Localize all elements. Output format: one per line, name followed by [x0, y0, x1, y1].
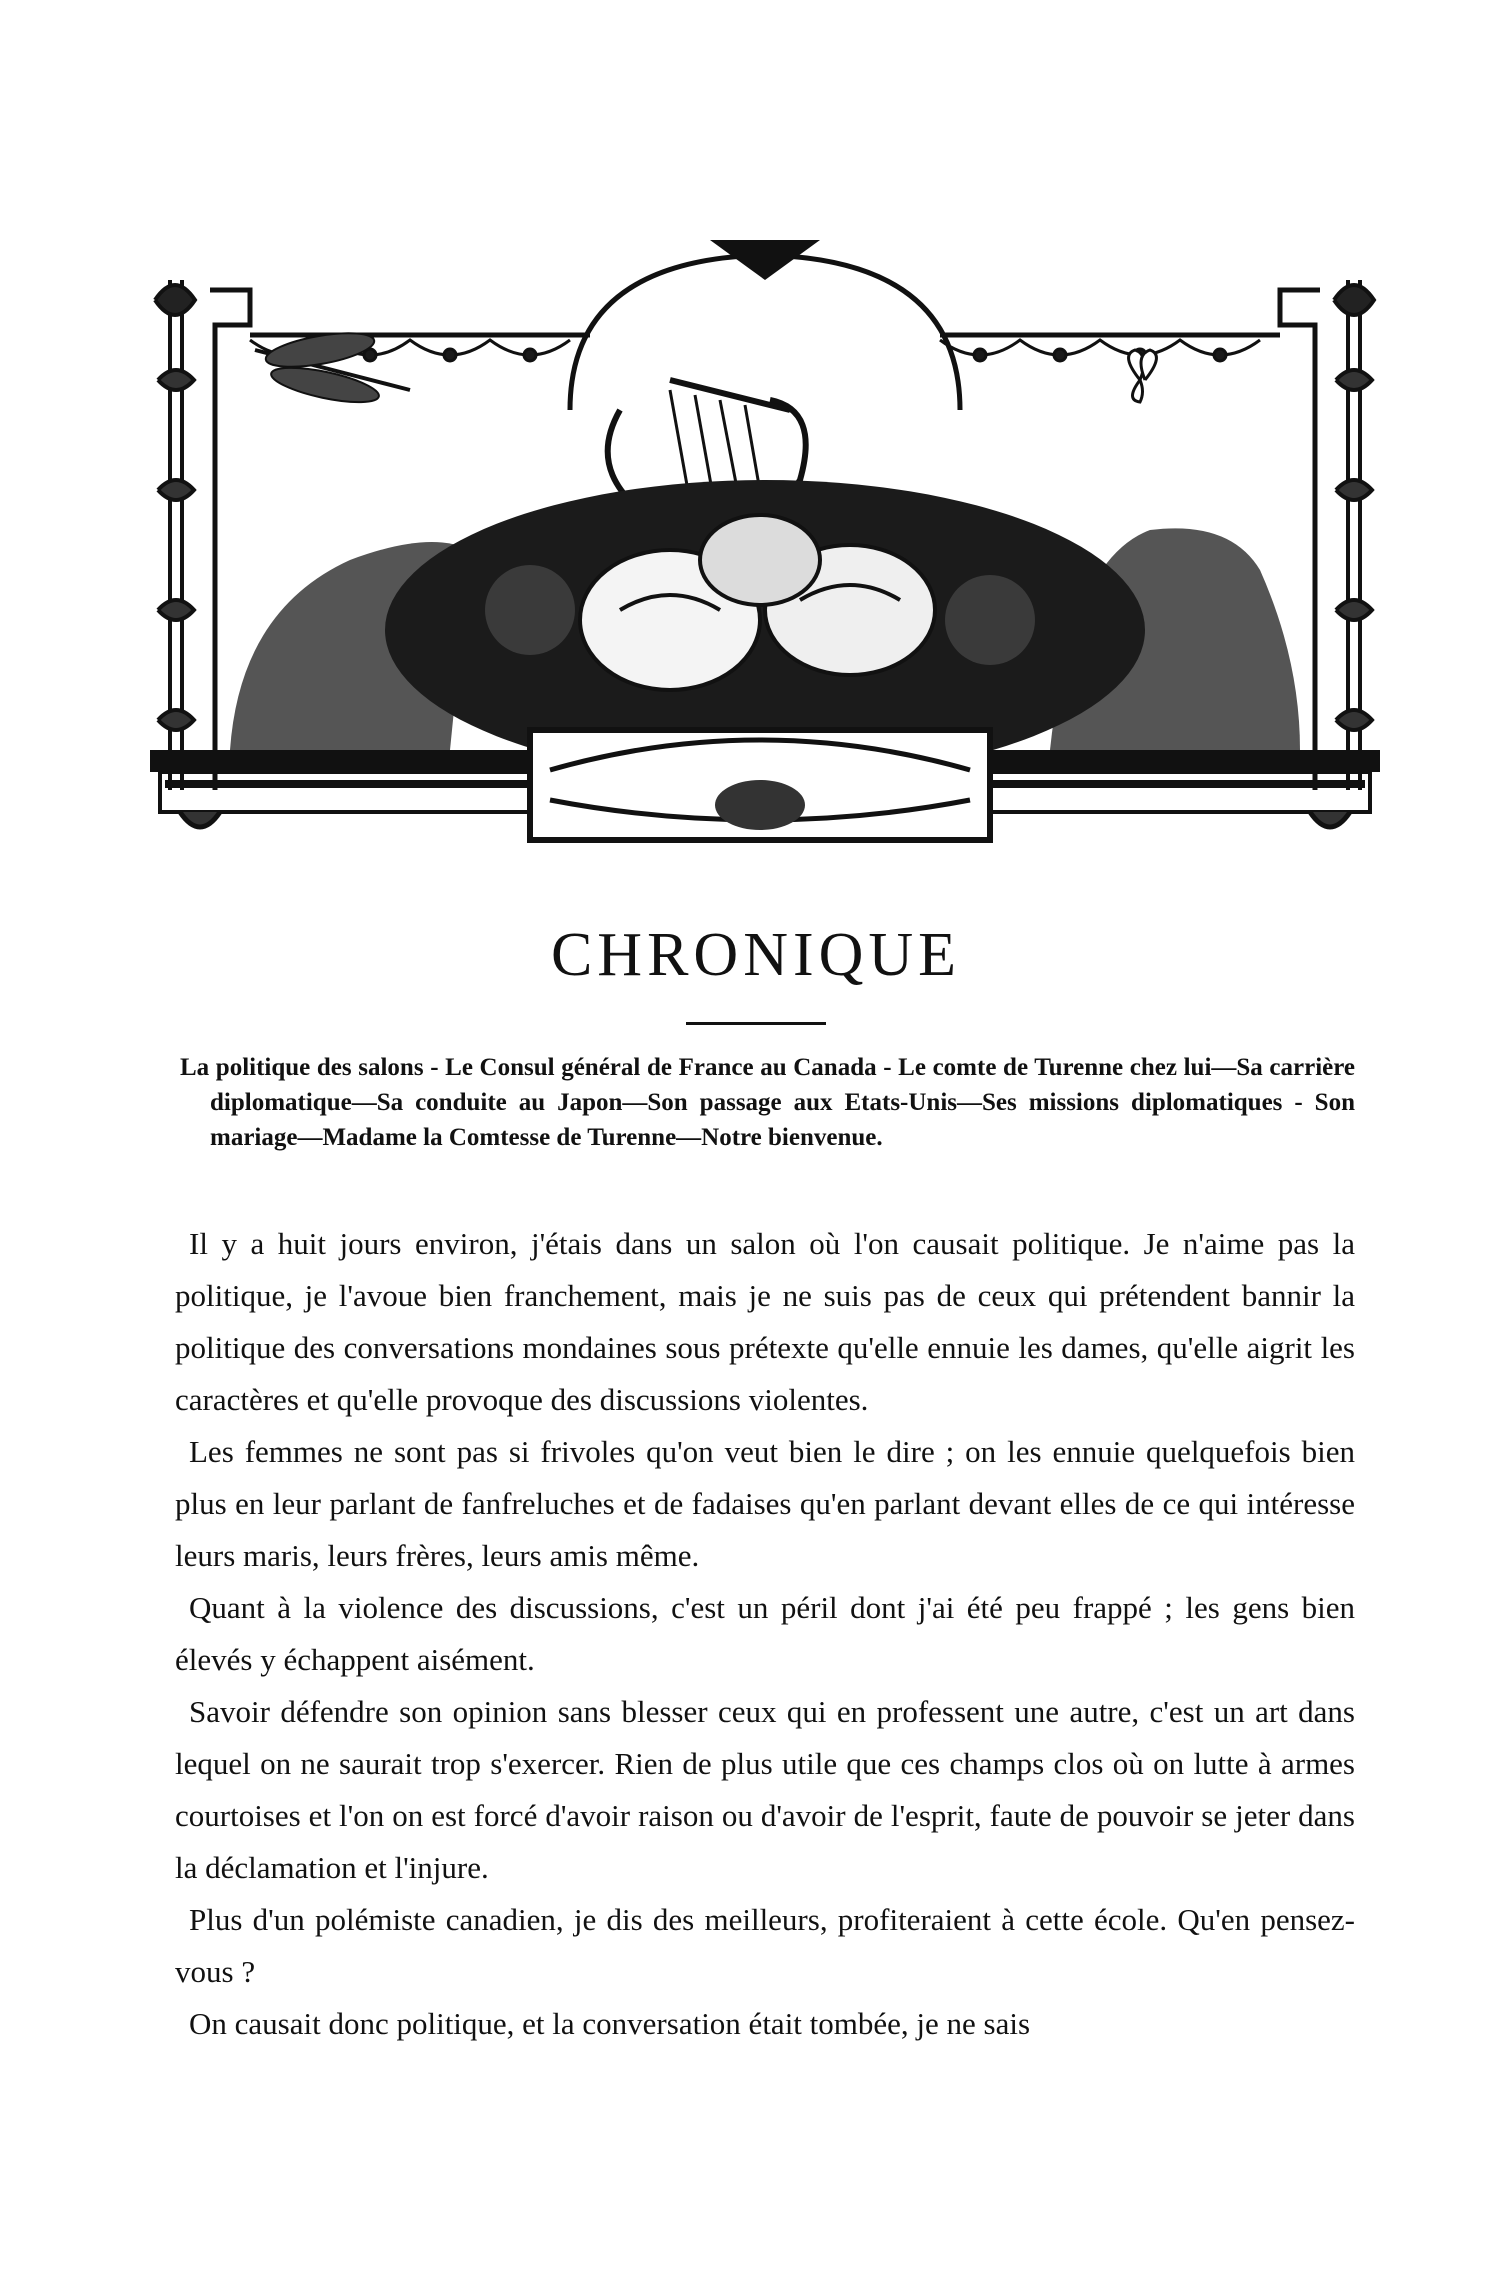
title-divider	[686, 1022, 826, 1025]
ornamental-vignette	[150, 230, 1380, 930]
paragraph: Quant à la violence des discussions, c'est un péril dont j'ai été peu frappé ; les gens bien élevés y échappent aisément.	[175, 1590, 1355, 1677]
paragraph: On causait donc politique, et la conversation était tombée, je ne sais	[189, 2006, 1031, 2041]
body-text	[175, 1218, 1355, 2050]
paragraph: Il y a huit jours environ, j'étais dans un salon où l'on causait politique. Je n'aime pas la politique, je l'avoue bien franchement, mais je ne suis pas de ceux qui prétendent bannir la politique des conversations mondaines sous prétexte qu'elle ennuie les dames, qu'elle aigrit les caractères et qu'elle provoque des discussions violentes.	[175, 1226, 1355, 1417]
paragraph: Plus d'un polémiste canadien, je dis des meilleurs, profiteraient à cette école. Qu'en pensez-vous ?	[175, 1902, 1355, 1989]
right-column-ornament	[1334, 280, 1374, 790]
garland	[250, 340, 1260, 361]
left-column-ornament	[155, 280, 195, 790]
dragonfly-icon	[255, 327, 410, 409]
chapter-summary: La politique des salons - Le Consul général de France au Canada - Le comte de Turenne chez lui—Sa carrière diplomatique—Sa conduite au Japon—Son passage aux Etats-Unis—Ses missions diplomatiques - Son mariage—Madame la Comtesse de Turenne—Notre bienvenue.	[180, 1054, 1355, 1151]
butterfly-icon	[1129, 350, 1157, 402]
paragraph: Savoir défendre son opinion sans blesser ceux qui en professent une autre, c'est un art dans lequel on ne saurait trop s'exercer. Rien de plus utile que ces champs clos où on lutte à armes courtoises et l'on on est forcé d'avoir raison ou d'avoir de l'esprit, faute de pouvoir se jeter dans la déclamation et l'injure.	[175, 1694, 1355, 1885]
paragraph: Les femmes ne sont pas si frivoles qu'on veut bien le dire ; on les ennuie quelquefois bien plus en leur parlant de fanfreluches et de fadaises qu'en parlant devant elles de ce qui intéresse leurs maris, leurs frères, leurs amis même.	[175, 1434, 1355, 1573]
chapter-title: CHRONIQUE	[550, 921, 962, 989]
